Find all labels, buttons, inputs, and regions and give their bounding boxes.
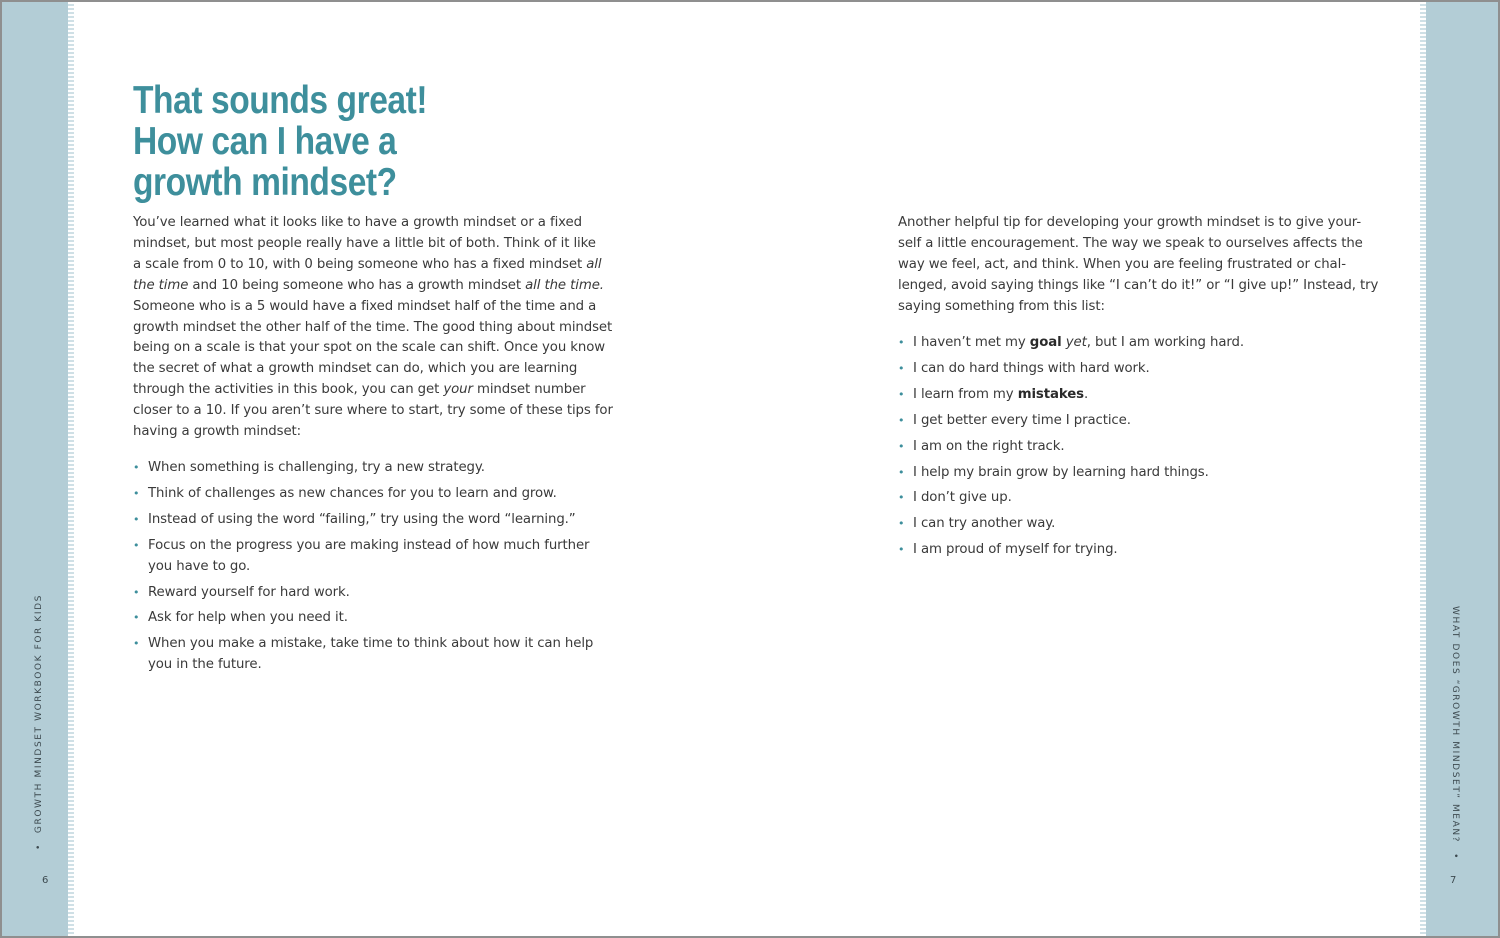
bullet-dot: •	[898, 517, 905, 531]
bullet-dot: •	[133, 637, 140, 651]
bold-keyword: mistakes	[1017, 386, 1084, 402]
emphasis-text: all the time.	[525, 277, 604, 293]
list-item	[133, 608, 593, 629]
right-spine-stitch	[1420, 0, 1426, 938]
right-body-paragraph	[898, 213, 1378, 318]
left-page-number: 6	[42, 875, 49, 886]
text-run: and 10 being someone who has a growth mindset	[188, 277, 526, 293]
list-item-text: you in the future.	[148, 657, 262, 673]
list-item	[898, 385, 1244, 406]
left-running-head-text: GROWTH MINDSET WORKBOOK FOR KIDS	[34, 594, 44, 834]
paragraph-line: mindset, but most people really have a little bit of both. Think of it like	[133, 235, 596, 251]
heading-line: growth mindset?	[133, 161, 397, 204]
left-body-paragraph	[133, 213, 613, 443]
paragraph-line: having a growth mindset:	[133, 424, 302, 440]
list-item	[133, 458, 593, 479]
bullet-dot: •	[898, 361, 905, 375]
list-item	[898, 488, 1244, 509]
bullet-dot: •	[133, 512, 140, 526]
list-item	[898, 463, 1244, 484]
bullet-dot: •	[133, 538, 140, 552]
text-run: I learn from my	[913, 386, 1018, 402]
list-item	[898, 411, 1244, 432]
text-run: mindset number	[472, 382, 586, 398]
paragraph-line: way we feel, act, and think. When you are feeling frustrated or chal-	[898, 256, 1346, 272]
list-item-text: I don’t give up.	[913, 490, 1012, 506]
list-item	[133, 510, 593, 531]
separator-dot: •	[34, 843, 44, 850]
paragraph-line: growth mindset the other half of the time. The good thing about mindset	[133, 319, 613, 335]
growth-mindset-tips-list	[133, 458, 593, 676]
list-item-text: When you make a mistake, take time to think about how it can help	[148, 636, 594, 652]
paragraph-line: Another helpful tip for developing your growth mindset is to give your-	[898, 215, 1362, 230]
page-heading	[133, 80, 494, 203]
bullet-dot: •	[898, 543, 905, 557]
bullet-dot: •	[898, 439, 905, 453]
list-item-text: I can try another way.	[913, 516, 1056, 532]
list-item-text: I am on the right track.	[913, 438, 1065, 454]
list-item-text	[913, 333, 1244, 354]
list-item-text: Think of challenges as new chances for you to learn and grow.	[148, 485, 557, 501]
list-item-text: I help my brain grow by learning hard things.	[913, 464, 1209, 480]
emphasis-text: yet	[1065, 335, 1087, 350]
list-item-text: I am proud of myself for trying.	[913, 542, 1118, 558]
paragraph-line: saying something from this list:	[898, 298, 1105, 314]
emphasis-text: the time	[133, 277, 189, 293]
left-spine-stitch	[68, 0, 74, 938]
list-item	[898, 333, 1244, 354]
bullet-dot: •	[133, 585, 140, 599]
bullet-dot: •	[133, 461, 140, 474]
separator-dot: •	[1450, 853, 1460, 860]
paragraph-line	[133, 380, 613, 401]
emphasis-text: your	[443, 382, 473, 398]
text-run: .	[1083, 386, 1089, 402]
right-running-head	[1450, 606, 1460, 866]
paragraph-line	[133, 276, 613, 297]
list-item-text	[913, 385, 1244, 406]
emphasis-text: all	[586, 256, 602, 272]
list-item	[898, 437, 1244, 458]
paragraph-line: Someone who is a 5 would have a fixed mindset half of the time and a	[133, 298, 597, 314]
heading-line: That sounds great!	[133, 79, 428, 122]
bold-keyword: goal	[1029, 335, 1062, 350]
text-run: a scale from 0 to 10, with 0 being someone who has a fixed mindset	[133, 256, 587, 272]
list-item	[898, 514, 1244, 535]
right-running-head-text: WHAT DOES “GROWTH MINDSET” MEAN?	[1450, 606, 1460, 844]
list-item-text: Ask for help when you need it.	[148, 610, 348, 626]
paragraph-line: self a little encouragement. The way we speak to ourselves affects the	[898, 235, 1363, 251]
list-item	[898, 359, 1244, 380]
list-item	[898, 540, 1244, 561]
bullet-dot: •	[898, 413, 905, 427]
paragraph-line	[133, 255, 613, 276]
list-item-text: When something is challenging, try a new strategy.	[148, 460, 485, 475]
list-item	[133, 634, 593, 676]
paragraph-line: closer to a 10. If you aren’t sure where to start, try some of these tips for	[133, 403, 613, 419]
bullet-dot: •	[898, 465, 905, 479]
bullet-dot: •	[133, 486, 140, 500]
list-item-text: Instead of using the word “failing,” try using the word “learning.”	[148, 511, 576, 527]
paragraph-line: being on a scale is that your spot on the scale can shift. Once you know	[133, 340, 606, 356]
list-item-text: Reward yourself for hard work.	[148, 584, 350, 600]
bullet-dot: •	[133, 611, 140, 625]
list-item	[133, 484, 593, 505]
text-run: I haven’t met my	[913, 335, 1030, 350]
list-item	[133, 583, 593, 604]
list-item-text: you have to go.	[148, 558, 251, 574]
left-running-head	[34, 590, 44, 850]
heading-line: How can I have a	[133, 120, 397, 163]
encouraging-phrases-list	[898, 333, 1244, 561]
list-item	[133, 536, 593, 578]
right-spine-band	[1426, 0, 1500, 938]
text-run: , but I am working hard.	[1086, 335, 1244, 350]
list-item-text: I can do hard things with hard work.	[913, 360, 1150, 376]
bullet-dot: •	[898, 387, 905, 401]
list-item-text: I get better every time I practice.	[913, 412, 1131, 428]
text-run: through the activities in this book, you can get	[133, 382, 444, 398]
paragraph-line: the secret of what a growth mindset can do, which you are learning	[133, 361, 578, 377]
right-page-number: 7	[1450, 875, 1457, 886]
paragraph-line: You’ve learned what it looks like to have a growth mindset or a fixed	[133, 215, 582, 230]
bullet-dot: •	[898, 336, 905, 349]
paragraph-line: lenged, avoid saying things like “I can’t do it!” or “I give up!” Instead, try	[898, 277, 1379, 293]
bullet-dot: •	[898, 491, 905, 505]
list-item-text: Focus on the progress you are making instead of how much further	[148, 537, 590, 553]
